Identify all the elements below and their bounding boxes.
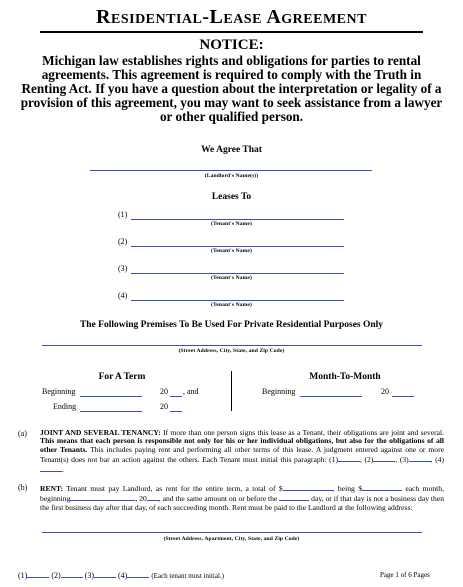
section-b-label: (b) bbox=[18, 483, 28, 492]
section-a-label: (a) bbox=[18, 429, 27, 438]
term-ending-year-prefix: 20 bbox=[160, 402, 168, 411]
section-a-bold-text: This means that each person is responsible not only for his or her individual obligations, but also for the obligations of all other Tenants. bbox=[40, 436, 444, 454]
term-beginning-year-prefix: 20 bbox=[160, 387, 168, 396]
section-a-heading: JOINT AND SEVERAL TENANCY: bbox=[40, 428, 161, 437]
title-divider bbox=[40, 31, 423, 33]
monthly-rent-field[interactable] bbox=[362, 483, 402, 491]
term-heading: For A Term bbox=[98, 372, 146, 382]
term-divider bbox=[231, 371, 232, 411]
month-to-month-heading: Month-To-Month bbox=[309, 372, 381, 382]
tenant-caption: (Tenant's Name) bbox=[211, 248, 252, 254]
mtm-beginning-year-field[interactable] bbox=[392, 396, 414, 397]
section-b-heading: RENT: bbox=[40, 484, 64, 493]
term-beginning-year-field[interactable] bbox=[170, 396, 182, 397]
section-a-initial-field-4[interactable] bbox=[40, 464, 62, 472]
rent-due-day-field[interactable] bbox=[279, 493, 309, 501]
section-a-initial-field-1[interactable] bbox=[338, 454, 360, 462]
term-ending-label: Ending bbox=[53, 402, 77, 411]
initial-note: (Each tenant must initial.) bbox=[151, 572, 225, 580]
total-rent-field[interactable] bbox=[283, 483, 333, 491]
document-title: Residential-Lease Agreement bbox=[96, 6, 367, 28]
tenant-2-name-field[interactable] bbox=[131, 246, 344, 247]
initial-number: (1) bbox=[329, 454, 338, 464]
leases-to-heading: Leases To bbox=[211, 192, 252, 202]
rent-start-year-field[interactable] bbox=[147, 493, 159, 501]
rent-address-caption: (Street Address, Apartment, City, State, and Zip Code) bbox=[163, 536, 300, 542]
premises-caption: (Street Address, City, State, and Zip Code) bbox=[178, 348, 285, 354]
rent-payment-address-field[interactable] bbox=[42, 532, 422, 533]
section-b-text: , 20 bbox=[135, 494, 147, 504]
tenant-number: (1) bbox=[118, 210, 128, 219]
tenant-caption: (Tenant's Name) bbox=[211, 302, 252, 308]
initial-number: (4) bbox=[435, 454, 445, 464]
mtm-beginning-year-prefix: 20 bbox=[381, 387, 389, 396]
term-beginning-date-field[interactable] bbox=[80, 396, 142, 397]
we-agree-heading: We Agree That bbox=[201, 145, 262, 155]
section-b-text: , and the same amount on or before the bbox=[158, 494, 278, 504]
term-ending-date-field[interactable] bbox=[80, 411, 142, 412]
tenant-4-name-field[interactable] bbox=[131, 300, 344, 301]
section-b-text: , being $ bbox=[332, 484, 362, 493]
footer-initials bbox=[18, 570, 288, 580]
tenant-3-name-field[interactable] bbox=[131, 273, 344, 274]
tenant-number: (4) bbox=[118, 291, 128, 300]
term-beginning-label: Beginning bbox=[42, 387, 76, 396]
premises-heading: The Following Premises To Be Used For Private Residential Purposes Only bbox=[79, 320, 384, 330]
footer-initial-field-3[interactable] bbox=[94, 570, 116, 578]
notice-heading: NOTICE: bbox=[199, 37, 264, 53]
term-and-label: , and bbox=[183, 387, 199, 396]
term-ending-year-field[interactable] bbox=[170, 411, 182, 412]
section-a-initial-field-3[interactable] bbox=[409, 454, 431, 462]
footer-initial-field-2[interactable] bbox=[61, 570, 83, 578]
mtm-beginning-label: Beginning bbox=[262, 387, 296, 396]
tenant-1-name-field[interactable] bbox=[131, 219, 344, 220]
section-b-text: each month, beginning bbox=[40, 484, 444, 504]
section-a-paragraph: JOINT AND SEVERAL TENANCY: If more than one person signs this lease as a Tenant, their obligations are joint and several. This means that each person is responsible not only for his or her individual obligations, but also for the obligations of all other Tenants. This includes paying rent and performing all other terms of this lease. A judgment entered against one or more Tenant(s) does not bar an action against the others. Each Tenant must initial this paragraph: (1) , (2) , (3) , (4). bbox=[40, 428, 445, 475]
initial-number: (3) bbox=[84, 571, 94, 580]
tenant-caption: (Tenant's Name) bbox=[211, 221, 252, 227]
initial-number: (1) bbox=[18, 571, 28, 580]
initial-number: (2) bbox=[51, 571, 61, 580]
section-a-text-continued: This includes paying rent and performing all other terms of this lease. A judgment entered against one or more Tenant(s) does not bar an action against the others. Each Tenant must initial this paragraph: bbox=[40, 444, 444, 464]
tenant-number: (2) bbox=[118, 237, 128, 246]
landlord-caption: (Landlord's Name(s)) bbox=[204, 173, 259, 179]
section-a-text: If more than one person signs this lease as a Tenant, their obligations are joint and several. bbox=[160, 428, 445, 437]
section-b-text: Tenant must pay Landlord, as rent for the entire term, a total of $ bbox=[63, 484, 283, 493]
rent-start-date-field[interactable] bbox=[70, 493, 135, 501]
landlord-name-field[interactable] bbox=[90, 170, 372, 171]
premises-address-field[interactable] bbox=[42, 345, 422, 346]
initial-number: (2) bbox=[364, 454, 374, 464]
section-b-text: day, or if that day is not a business day then the first business day after that day, of each succeeding month. Rent must be paid to the Landlord at the following address: bbox=[40, 494, 445, 512]
page-number: Page 1 of 6 Pages bbox=[380, 571, 430, 579]
section-a-initial-field-2[interactable] bbox=[373, 454, 395, 462]
initial-number: (4) bbox=[117, 571, 128, 580]
tenant-number: (3) bbox=[118, 264, 128, 273]
footer-initial-field-4[interactable] bbox=[127, 570, 149, 578]
section-b-paragraph bbox=[40, 483, 444, 512]
initial-number: (3) bbox=[399, 454, 409, 464]
tenant-caption: (Tenant's Name) bbox=[211, 275, 252, 281]
notice-body: Michigan law establishes rights and obligations for parties to rental agreements. This agreement is required to comply with the Truth in Renting Act. If you have a question about the interpretation or legality of a provision of this agreement, you may want to seek assistance from a lawyer or other qualified person. bbox=[20, 53, 443, 124]
mtm-beginning-date-field[interactable] bbox=[300, 396, 362, 397]
footer-initial-field-1[interactable] bbox=[27, 570, 49, 578]
